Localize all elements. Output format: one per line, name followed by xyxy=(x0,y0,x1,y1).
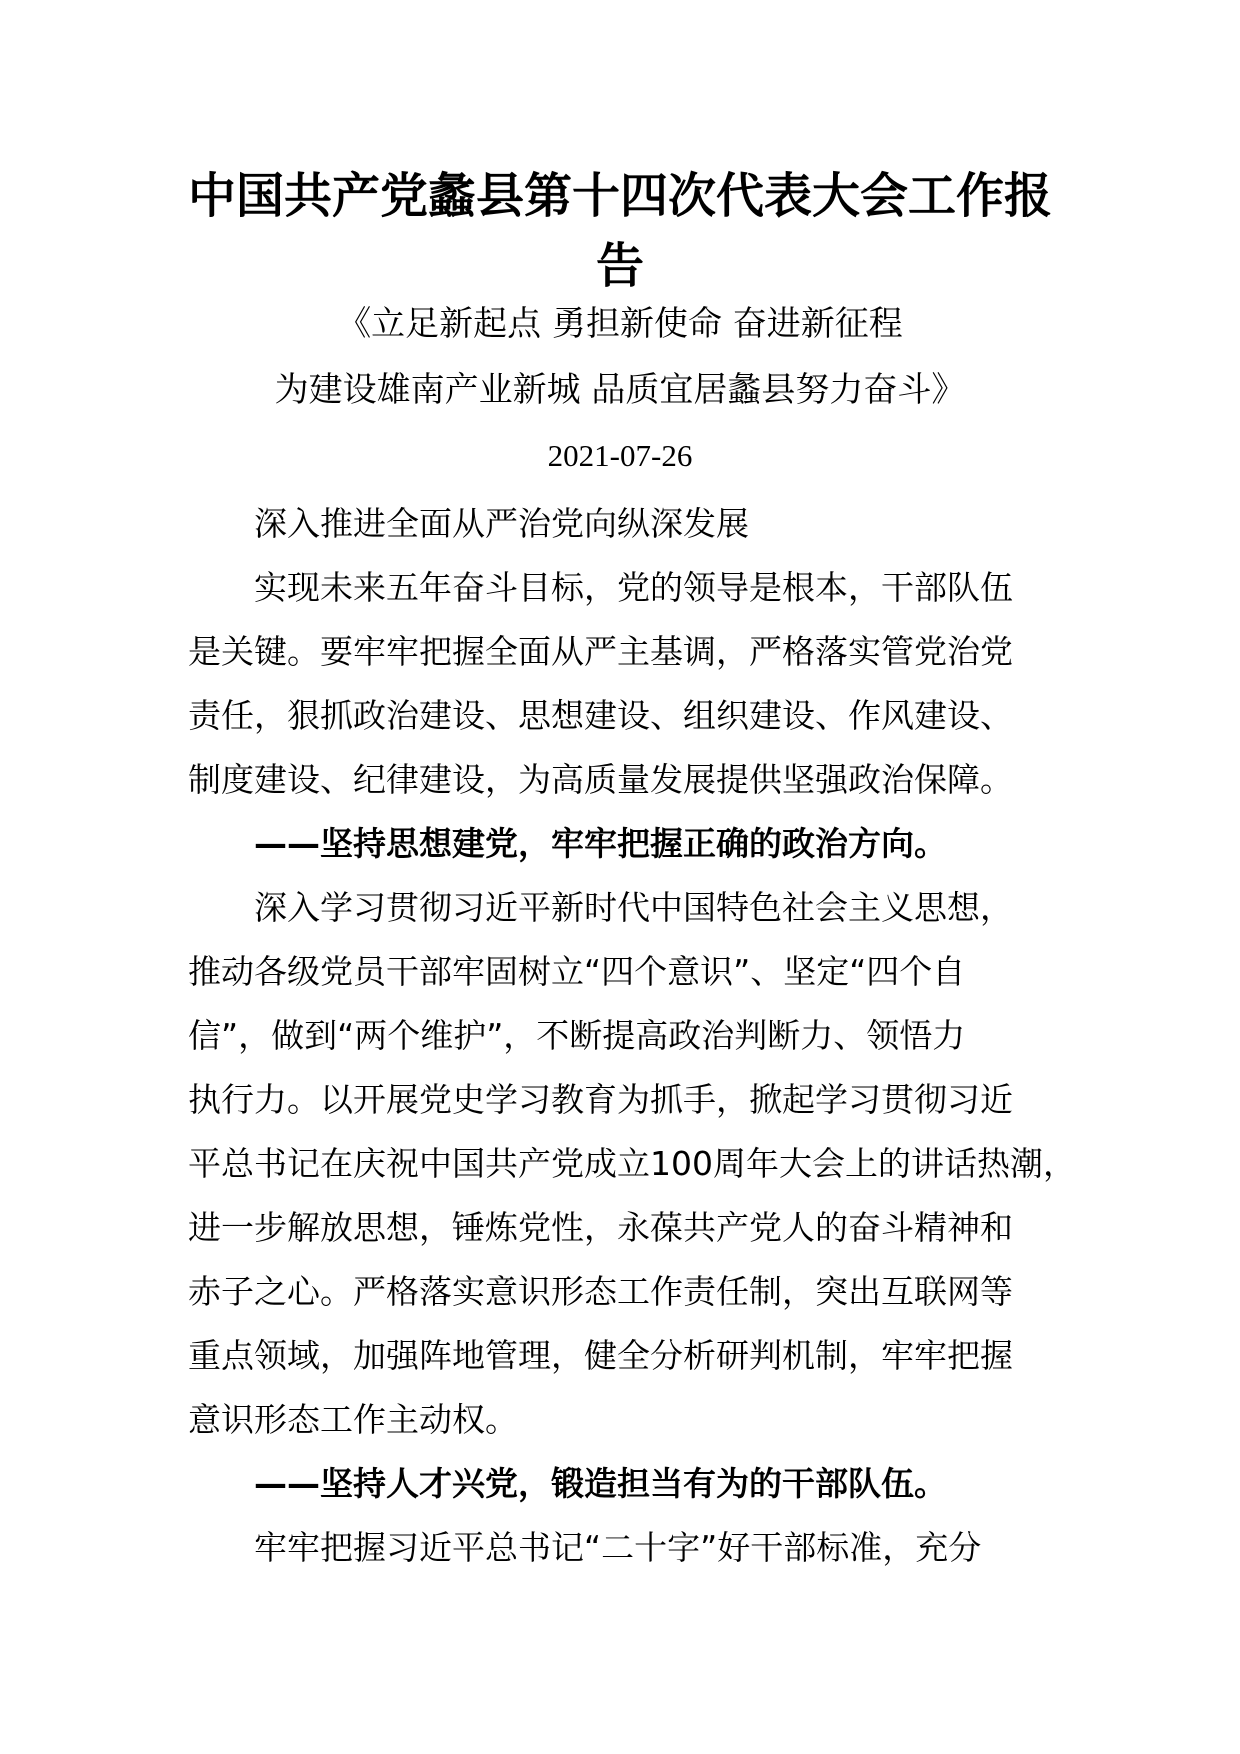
paragraph-line: 实现未来五年奋斗目标，党的领导是根本，干部队伍 xyxy=(254,568,1013,607)
paragraph-line: 平总书记在庆祝中国共产党成立100周年大会上的讲话热潮， xyxy=(188,1144,1076,1183)
paragraph-line: 意识形态工作主动权。 xyxy=(188,1400,518,1439)
paragraph-line: 是关键。要牢牢把握全面从严主基调，严格落实管党治党 xyxy=(188,632,1013,671)
paragraph-line: 牢牢把握习近平总书记“二十字”好干部标准，充分 xyxy=(254,1528,982,1567)
paragraph-line: 推动各级党员干部牢固树立“四个意识”、坚定“四个自 xyxy=(188,952,966,991)
paragraph-line: 制度建设、纪律建设，为高质量发展提供坚强政治保障。 xyxy=(188,760,1013,799)
document-subtitle-line-1: 《立足新起点 勇担新使命 奋进新征程 xyxy=(337,304,903,344)
document-subtitle-line-2: 为建设雄南产业新城 品质宜居蠡县努力奋斗》 xyxy=(274,370,966,410)
paragraph-line: 赤子之心。严格落实意识形态工作责任制，突出互联网等 xyxy=(188,1272,1013,1311)
paragraph-line: 深入学习贯彻习近平新时代中国特色社会主义思想， xyxy=(254,888,1013,927)
subheading: ——坚持思想建党，牢牢把握正确的政治方向。 xyxy=(254,824,947,863)
section-heading: 深入推进全面从严治党向纵深发展 xyxy=(254,504,749,543)
paragraph-line: 信”，做到“两个维护”，不断提高政治判断力、领悟力 xyxy=(188,1016,966,1055)
paragraph-line: 重点领域，加强阵地管理，健全分析研判机制，牢牢把握 xyxy=(188,1336,1013,1375)
paragraph-line: 进一步解放思想，锤炼党性，永葆共产党人的奋斗精神和 xyxy=(188,1208,1013,1247)
document-date: 2021-07-26 xyxy=(547,438,693,473)
document-title-line-2: 告 xyxy=(595,238,644,294)
subheading: ——坚持人才兴党，锻造担当有为的干部队伍。 xyxy=(254,1464,947,1503)
document-title-line-1: 中国共产党蠡县第十四次代表大会工作报 xyxy=(187,168,1052,224)
paragraph-line: 执行力。以开展党史学习教育为抓手，掀起学习贯彻习近 xyxy=(188,1080,1013,1119)
paragraph-line: 责任，狠抓政治建设、思想建设、组织建设、作风建设、 xyxy=(188,696,1013,735)
